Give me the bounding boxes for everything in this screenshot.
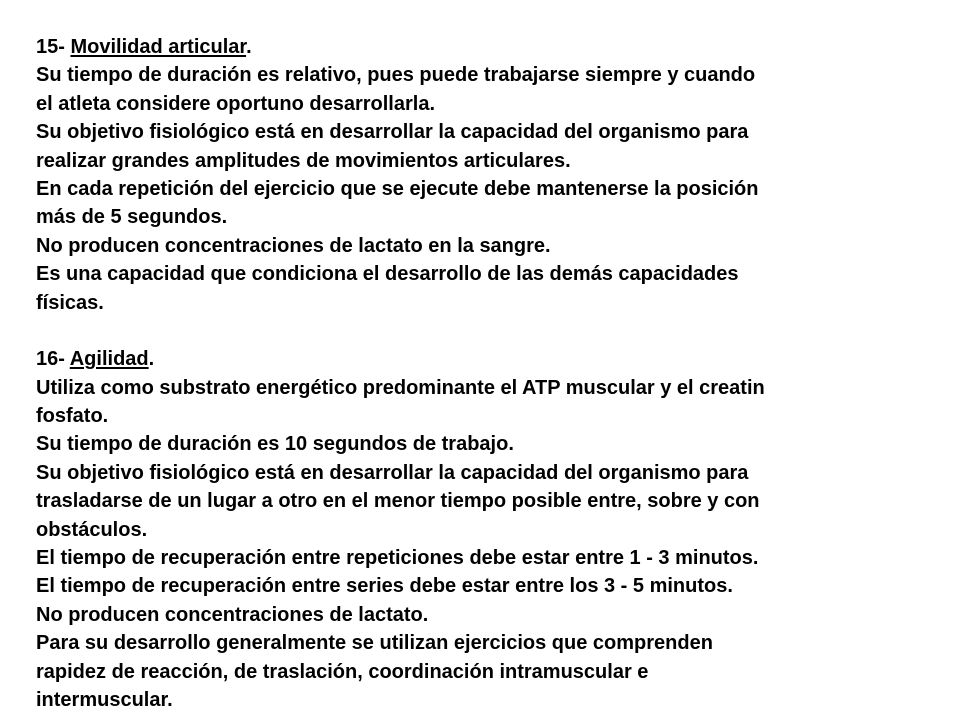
slide-text-block	[36, 33, 936, 714]
section-15-title: Movilidad articular	[70, 36, 247, 58]
section-16-line: fosfato.	[36, 405, 109, 428]
section-15-line: Es una capacidad que condiciona el desarrollo de las demás capacidades	[36, 263, 739, 286]
section-15-line: el atleta considere oportuno desarrollarla.	[36, 92, 436, 115]
section-16-line: Para su desarrollo generalmente se utilizan ejercicios que comprenden	[36, 632, 713, 655]
section-15-line: más de 5 segundos.	[36, 206, 228, 229]
section-16-line: Utiliza como substrato energético predominante el ATP muscular y el creatin	[36, 376, 765, 399]
section-16-line: intermuscular.	[36, 688, 173, 711]
section-15-heading	[36, 33, 936, 61]
section-16-number: 16-	[36, 348, 70, 371]
section-15-number: 15-	[36, 36, 71, 58]
section-16-line: No producen concentraciones de lactato.	[36, 603, 429, 626]
section-16-line: Su objetivo fisiológico está en desarrollar la capacidad del organismo para	[36, 461, 749, 484]
section-16-line: El tiempo de recuperación entre series debe estar entre los 3 - 5 minutos.	[36, 575, 733, 598]
section-15-line: No producen concentraciones de lactato en la sangre.	[36, 234, 551, 257]
section-16-title: Agilidad	[69, 348, 149, 371]
section-spacer	[36, 317, 936, 345]
section-15-line: realizar grandes amplitudes de movimientos articulares.	[36, 149, 571, 172]
section-15-line: Su tiempo de duración es relativo, pues puede trabajarse siempre y cuando	[36, 64, 756, 87]
section-16-line: El tiempo de recuperación entre repeticiones debe estar entre 1 - 3 minutos.	[36, 547, 759, 570]
section-16-line: Su tiempo de duración es 10 segundos de trabajo.	[36, 433, 514, 456]
section-15-title-end: .	[246, 36, 252, 58]
section-16-line: obstáculos.	[36, 518, 148, 541]
section-15-line: En cada repetición del ejercicio que se ejecute debe mantenerse la posición	[36, 177, 759, 200]
section-15-line: Su objetivo fisiológico está en desarrollar la capacidad del organismo para	[36, 121, 749, 144]
section-16-title-end: .	[148, 348, 155, 371]
section-16-heading	[36, 345, 936, 373]
section-16-line: trasladarse de un lugar a otro en el menor tiempo posible entre, sobre y con	[36, 490, 760, 513]
section-16-line: rapidez de reacción, de traslación, coordinación intramuscular e	[36, 660, 649, 683]
section-15-line: físicas.	[36, 291, 104, 314]
